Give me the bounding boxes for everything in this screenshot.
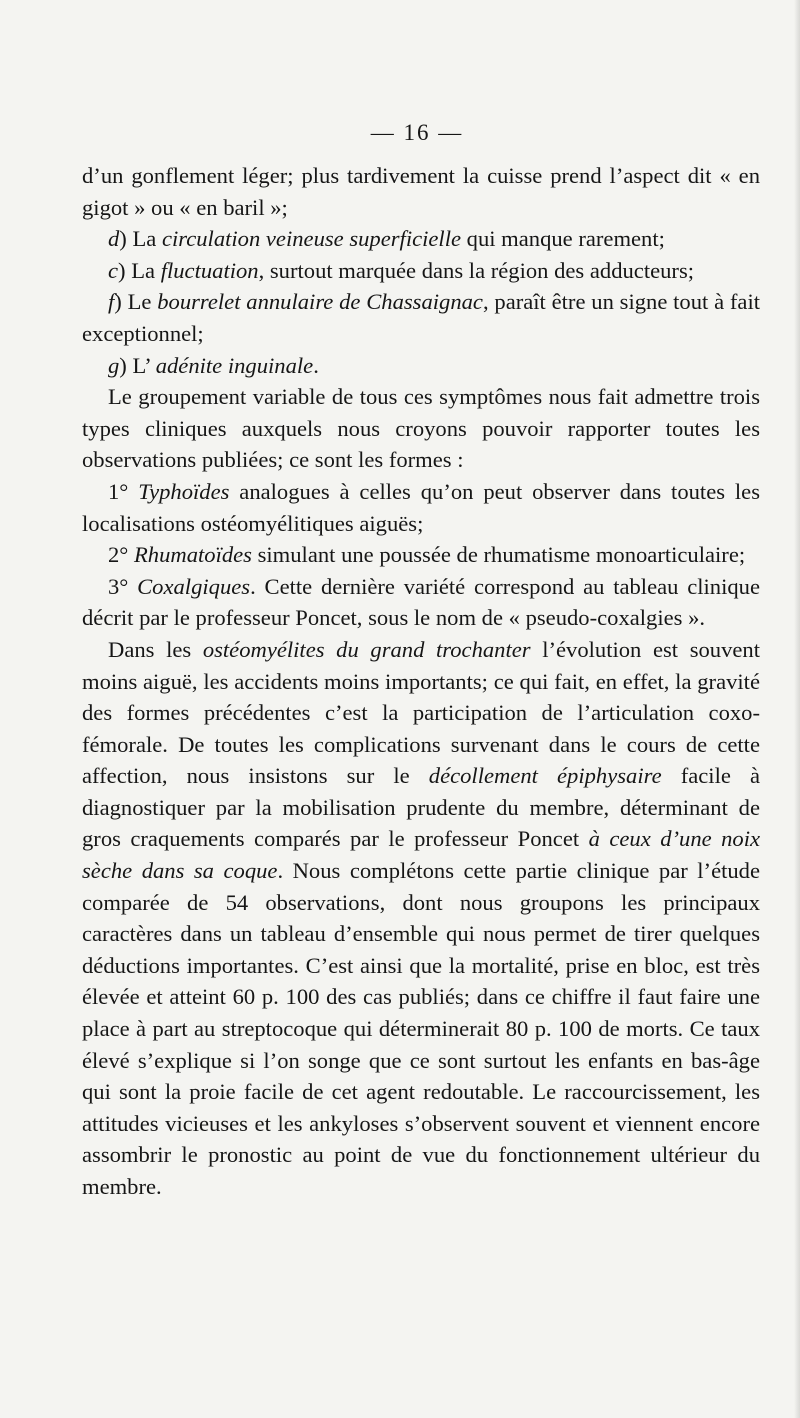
paragraph-1: d’un gonflement léger; plus tardivement la cuisse prend l’aspect dit « en gigot » ou « en baril »;	[82, 163, 760, 220]
paragraph-6: Le groupement variable de tous ces symptômes nous fait admettre trois types cliniques auxquels nous croyons pouvoir rapporter toutes les observations publiées; ce sont les formes :	[82, 384, 760, 473]
paragraph-8: 2° Rhumatoïdes simulant une poussée de rhumatisme monoarticulaire;	[108, 542, 746, 568]
paragraph-3: c) La fluctuation, surtout marquée dans la région des adducteurs;	[108, 257, 695, 283]
paragraph-5: g) L’ adénite inguinale.	[108, 352, 319, 378]
page-edge-shadow	[794, 0, 800, 1418]
body-text	[82, 160, 760, 1203]
paragraph-2: d) La circulation veineuse superficielle qui manque rarement;	[108, 226, 665, 252]
paragraph-7: 1° Typhoïdes analogues à celles qu’on peut observer dans toutes les localisations ostéomyélitiques aiguës;	[82, 478, 760, 536]
paragraph-9: 3° Coxalgiques. Cette dernière variété correspond au tableau clinique décrit par le professeur Poncet, sous le nom de « pseudo-coxalgies ».	[82, 573, 760, 631]
paragraph-10: Dans les ostéomyélites du grand trochanter l’évolution est souvent moins aiguë, les accidents moins importants; ce qui fait, en effet, la gravité des formes précédentes c’est la participation de l’articulation coxo-fémorale. De toutes les complications survenant dans le cours de cette affection, nous insistons sur le décollement épiphysaire facile à diagnostiquer par la mobilisation prudente du membre, déterminant de gros craquements comparés par le professeur Poncet à ceux d’une noix sèche dans sa coque. Nous complétons cette partie clinique par l’étude comparée de 54 observations, dont nous groupons les principaux caractères dans un tableau d’ensemble qui nous permet de tirer quelques déductions importantes. C’est ainsi que la mortalité, prise en bloc, est très élevée et atteint 60 p. 100 des cas publiés; dans ce chiffre il faut faire une place à part au streptocoque qui déterminerait 80 p. 100 de morts. Ce taux élevé s’explique si l’on songe que ce sont surtout les enfants en bas-âge qui sont la proie facile de cet agent redoutable. Le raccourcissement, les attitudes vicieuses et les ankyloses s’observent souvent et viennent encore assombrir le pronostic au point de vue du fonctionnement ultérieur du membre.	[82, 636, 761, 1199]
page-number: — 16 —	[370, 120, 464, 145]
paragraph-4: f) Le bourrelet annulaire de Chassaignac, paraît être un signe tout à fait exceptionnel;	[82, 289, 761, 346]
